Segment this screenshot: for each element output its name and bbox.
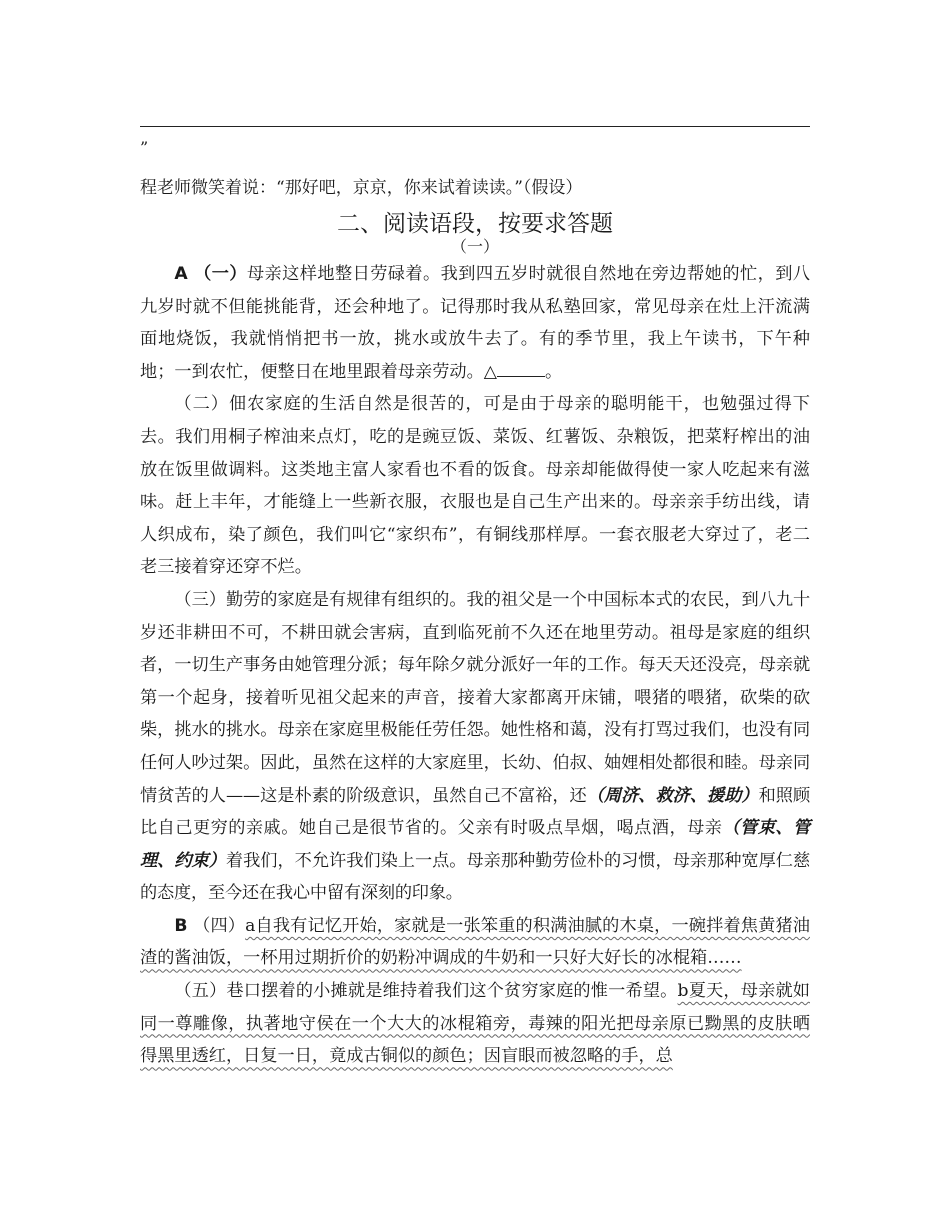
wavy-underlined-sentence-a: a自我有记忆开始，家就是一张笨重的积满油腻的木桌，一碗拌着焦黄猪油渣的酱油饭，一杯用过期折价的奶粉冲调成的牛奶和一只好大好长的冰棍箱…… xyxy=(140,915,810,969)
paragraph-5 xyxy=(140,975,810,1073)
paragraph-3-part-3: 着我们，不允许我们染上一点。母亲那种勤劳俭朴的习惯，母亲那种宽厚仁慈的态度，至今还在我心中留有深刻的印象。 xyxy=(140,850,810,904)
paragraph-3 xyxy=(140,584,810,910)
paragraph-1-text: 母亲这样地整日劳碌着。我到四五岁时就很自然地在旁边帮她的忙，到八九岁时就不但能挑能背，还会种地了。记得那时我从私塾回家，常见母亲在灶上汗流满面地烧饭，我就悄悄把书一放，挑水或放牛去了。有的季节里，我上午读书，下午种地；一到农忙，便整日在地里跟着母亲劳动。△ xyxy=(140,264,810,382)
horizontal-rule xyxy=(140,126,810,127)
paragraph-1-end: 。 xyxy=(544,361,563,382)
closing-quote-mark: ” xyxy=(140,138,149,157)
teacher-dialogue-line: 程老师微笑着说：“那好吧，京京，你来试着读读。”（假设） xyxy=(140,178,583,198)
word-choice-1: （周济、救济、援助） xyxy=(586,785,759,806)
wavy-underlined-sentence-b: b夏天，母亲就如同一尊雕像，执著地守侯在一个大大的冰棍箱旁，毒辣的阳光把母亲原已黝黑的皮肤晒得黑里透红，日复一日，竟成古铜似的颜色；因盲眼而被忽略的手，总 xyxy=(140,981,810,1067)
paragraph-3-part-2: 和照顾比自己更穷的亲戚。她自己是很节省的。父亲有时吸点旱烟，喝点酒，母亲 xyxy=(140,785,810,839)
reading-passage xyxy=(140,258,810,1073)
fill-in-blank[interactable] xyxy=(497,362,545,377)
paragraph-4 xyxy=(140,910,810,975)
paragraph-label-a: A （一） xyxy=(174,264,247,284)
paragraph-1 xyxy=(140,258,810,388)
paragraph-4-number: （四） xyxy=(193,915,246,936)
section-title: 二、阅读语段，按要求答题 xyxy=(337,211,613,237)
section-subtitle: （一） xyxy=(450,237,499,256)
word-choice-2: （管束、管理、约束） xyxy=(140,818,810,871)
paragraph-label-b: B xyxy=(174,915,188,936)
paragraph-2: （二）佃农家庭的生活自然是很苦的，可是由于母亲的聪明能干，也勉强过得下去。我们用桐子榨油来点灯，吃的是豌豆饭、菜饭、红薯饭、杂粮饭，把菜籽榨出的油放在饭里做调料。这类地主富人家看也不看的饭食。母亲却能做得使一家人吃起来有滋味。赶上丰年，才能缝上一些新衣服，衣服也是自己生产出来的。母亲亲手纺出线，请人织成布，染了颜色，我们叫它“家织布”，有铜线那样厚。一套衣服老大穿过了，老二老三接着穿还穿不烂。 xyxy=(140,394,810,578)
paragraph-3-part-1: （三）勤劳的家庭是有规律有组织的。我的祖父是一个中国标本式的农民，到八九十岁还非耕田不可，不耕田就会害病，直到临死前不久还在地里劳动。祖母是家庭的组织者，一切生产事务由她管理分派；每年除夕就分派好一年的工作。每天天还没亮，母亲就第一个起身，接着听见祖父起来的声音，接着大家都离开床铺，喂猪的喂猪，砍柴的砍柴，挑水的挑水。母亲在家庭里极能任劳任怨。她性格和蔼，没有打骂过我们，也没有同任何人吵过架。因此，虽然在这样的大家庭里，长幼、伯叔、妯娌相处都很和睦。母亲同情贫苦的人——这是朴素的阶级意识，虽然自己不富裕，还 xyxy=(140,589,810,806)
paragraph-5-part-1: （五）巷口摆着的小摊就是维持着我们这个贫穷家庭的惟一希望。 xyxy=(174,981,678,1002)
